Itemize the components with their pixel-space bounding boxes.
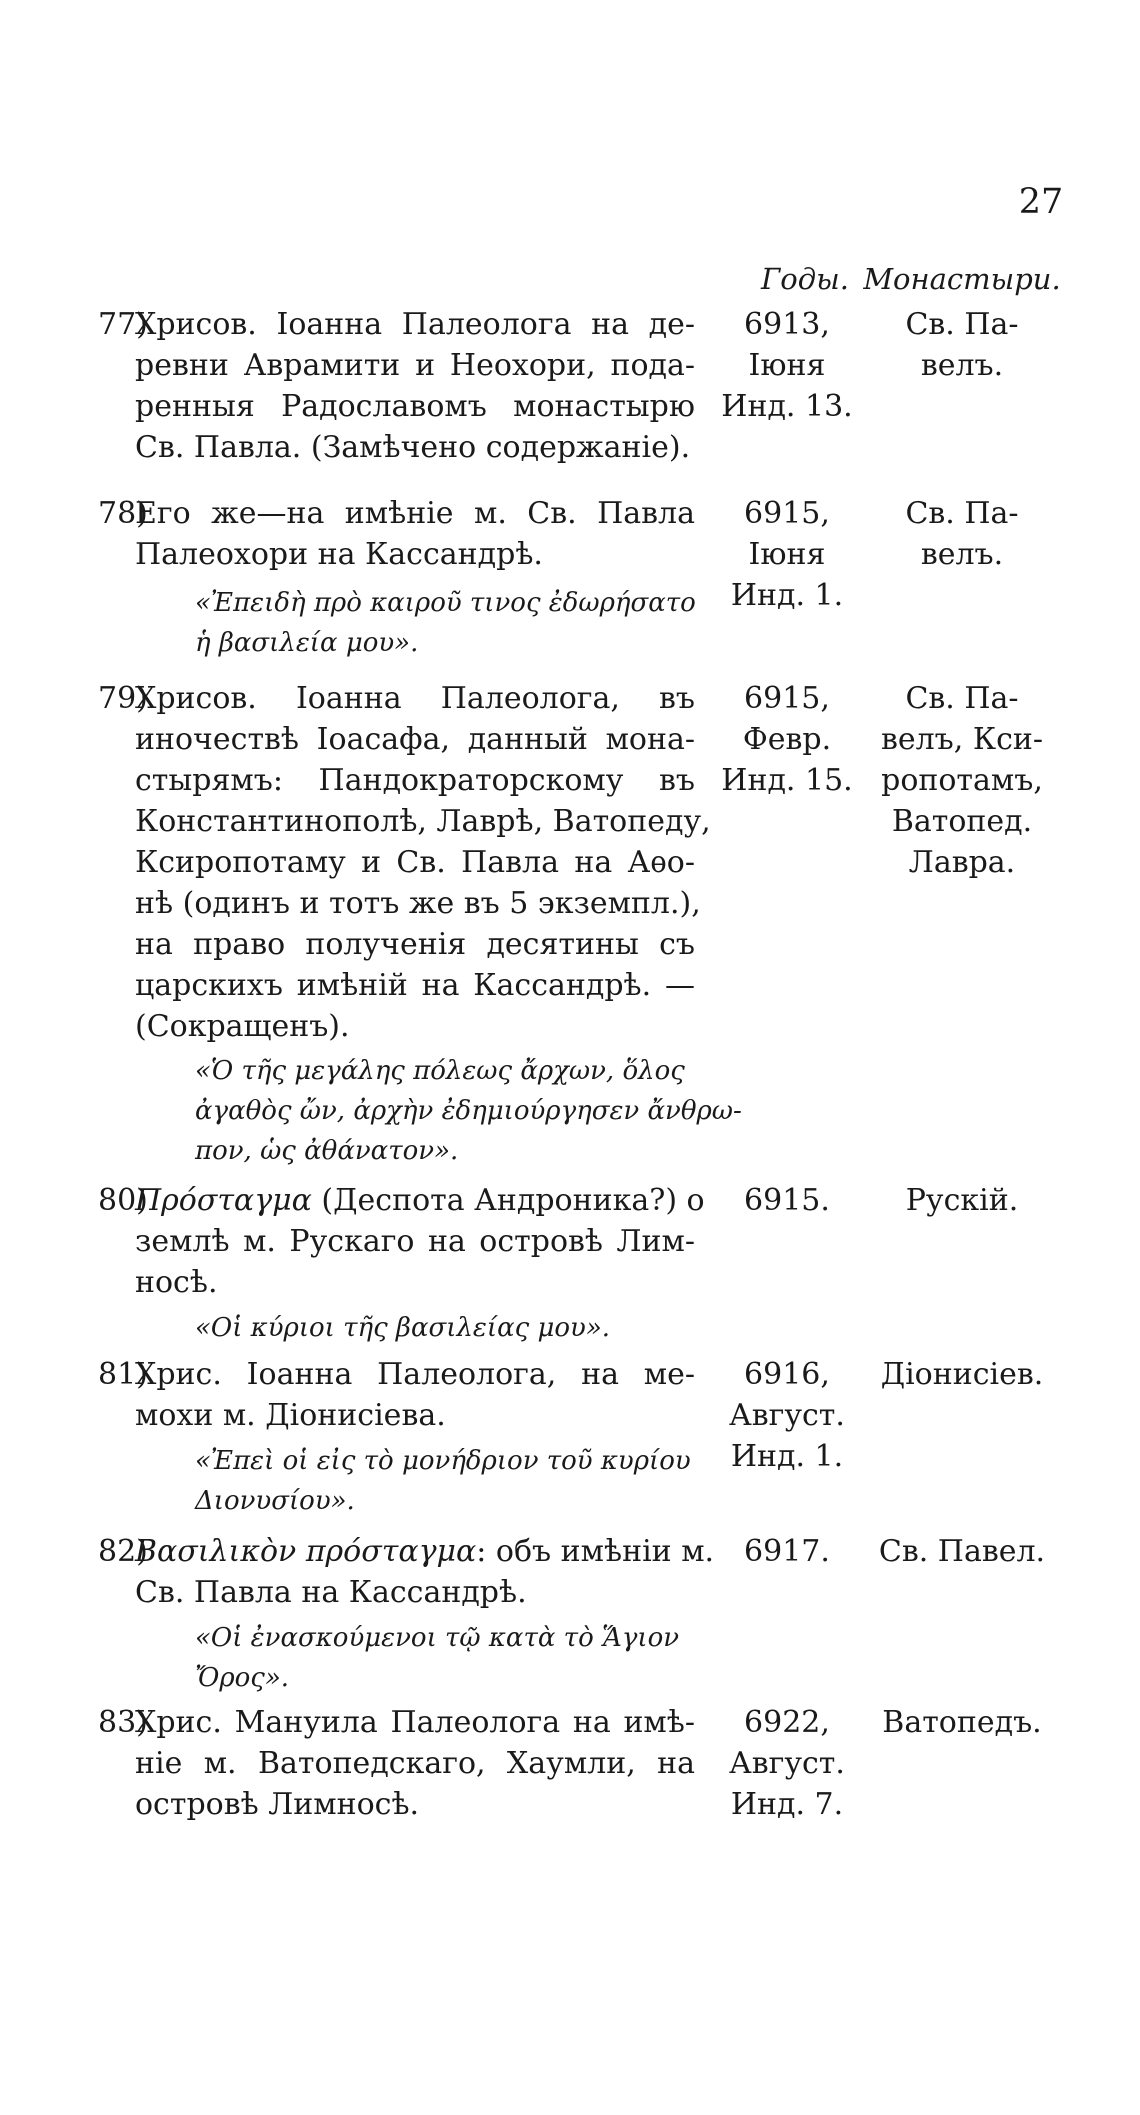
year-line: Инд. 7. — [730, 1787, 844, 1822]
text-line: мохи м. Діонисіева. — [135, 1398, 446, 1433]
text-line: ревни Аврамити и Неохори, пода- — [135, 348, 695, 383]
monastery-line: велъ. — [920, 348, 1004, 383]
monastery-line: Св. Павел. — [878, 1534, 1046, 1569]
text-line: иночествѣ Іоасафа, данный мона- — [135, 722, 695, 757]
entry-years — [712, 1354, 862, 1477]
quote-line: πον, ὡς ἀθάνατον». — [195, 1136, 459, 1166]
monastery-line: Рускій. — [905, 1183, 1019, 1218]
year-line: Инд. 13. — [721, 389, 853, 424]
text-line — [135, 1180, 705, 1221]
greek-quote — [195, 583, 695, 663]
year-line: 6913, — [744, 307, 830, 342]
year-line: Іюня — [748, 537, 826, 572]
entry-text — [135, 493, 695, 575]
text-line: Его же—на имѣніе м. Св. Павла — [135, 496, 695, 531]
monastery-line: Ватопедъ. — [882, 1705, 1042, 1740]
entry-text — [135, 1180, 705, 1303]
greek-quote — [195, 1441, 695, 1521]
year-line: 6915. — [744, 1183, 830, 1218]
entry-number: 82) — [98, 1534, 148, 1569]
entry-monastery — [862, 493, 1062, 575]
year-line: 6922, — [744, 1705, 830, 1740]
greek-document-type: Βασιλικὸν πρόσταγμα — [135, 1534, 477, 1569]
text-line: землѣ м. Рускаго на островѣ Лим- — [135, 1224, 695, 1259]
quote-line: «Οἱ κύριοι τῆς βασιλείας μου». — [195, 1313, 610, 1343]
quote-line: Ὄρος». — [195, 1663, 290, 1693]
monastery-line: велъ, Кси- — [880, 722, 1043, 757]
entry-years — [712, 1531, 862, 1572]
text-line: на право полученія десятины съ — [135, 927, 695, 962]
entry-text — [135, 1531, 715, 1613]
entry-monastery — [862, 678, 1062, 883]
column-headers — [0, 262, 1140, 302]
quote-line: «Ὁ τῆς μεγάλης πόλεως ἄρχων, ὅλος — [195, 1056, 685, 1086]
year-line: Іюня — [748, 348, 826, 383]
text-line — [135, 1531, 715, 1572]
text-line: (Сокращенъ). — [135, 1009, 350, 1044]
year-line: 6917. — [744, 1534, 830, 1569]
entry-number: 83) — [98, 1705, 148, 1740]
entry-monastery — [862, 1354, 1062, 1395]
text-line: Палеохори на Кассандрѣ. — [135, 537, 543, 572]
monastery-line: ропотамъ, — [881, 763, 1043, 798]
text-line: Св. Павла на Кассандрѣ. — [135, 1575, 527, 1610]
greek-quote — [195, 1618, 695, 1698]
greek-document-type: Πρόσταγμα — [135, 1183, 312, 1218]
monastery-line: Діонисіев. — [880, 1357, 1044, 1392]
text-line-rest: : объ имѣніи м. — [476, 1534, 715, 1569]
entry-monastery — [862, 304, 1062, 386]
years-column-header: Годы. — [761, 262, 849, 296]
year-line: 6916, — [744, 1357, 830, 1392]
text-line: Св. Павла. (Замѣчено содержаніе). — [135, 430, 691, 465]
quote-line: ἡ βασιλεία μου». — [195, 628, 419, 658]
text-line: Хрисов. Іоанна Палеолога на де- — [135, 307, 695, 342]
text-line: носѣ. — [135, 1265, 218, 1300]
monastery-line: Св. Па- — [905, 496, 1019, 531]
quote-line: «Οἱ ἐνασκούμενοι τῷ κατὰ τὸ Ἅγιον — [195, 1623, 680, 1653]
entry-years — [712, 1180, 862, 1221]
entry-monastery — [862, 1180, 1062, 1221]
monastery-line: Ватопед. — [891, 804, 1033, 839]
text-line: Хрис. Іоанна Палеолога, на ме- — [135, 1357, 695, 1392]
quote-line: Διονυσίου». — [195, 1486, 355, 1516]
monastery-line: Лавра. — [908, 845, 1016, 880]
entry-text — [135, 1354, 695, 1436]
year-line: Август. — [729, 1746, 845, 1781]
entry-number: 78) — [98, 496, 148, 531]
greek-quote — [195, 1051, 742, 1171]
text-line: ренныя Радославомъ монастырю — [135, 389, 695, 424]
year-line: Август. — [729, 1398, 845, 1433]
text-line: Хрис. Мануила Палеолога на имѣ- — [135, 1705, 695, 1740]
entry-monastery — [862, 1702, 1062, 1743]
entry-years — [712, 304, 862, 427]
entry-years — [712, 678, 862, 801]
greek-quote — [195, 1308, 695, 1348]
year-line: Инд. 15. — [721, 763, 853, 798]
text-line: Ксиропотаму и Св. Павла на Аѳо- — [135, 845, 695, 880]
text-line: островѣ Лимносѣ. — [135, 1787, 420, 1822]
entry-monastery — [862, 1531, 1062, 1572]
entry-text — [135, 304, 695, 468]
text-line-rest: (Деспота Андроника?) о — [311, 1183, 705, 1218]
entry-years — [712, 1702, 862, 1825]
entry-number: 81) — [98, 1357, 148, 1392]
text-line: царскихъ имѣній на Кассандрѣ. — — [135, 968, 695, 1003]
year-line: Инд. 1. — [730, 578, 844, 613]
quote-line: ἀγαθὸς ὤν, ἀρχὴν ἐδημιούργησεν ἄνθρω- — [195, 1096, 742, 1126]
monastery-line: Св. Па- — [905, 681, 1019, 716]
entry-text — [135, 1702, 695, 1825]
quote-line: «Ἐπεὶ οἱ εἰς τὸ μονήδριον τοῦ κυρίου — [195, 1446, 691, 1476]
monastery-line: велъ. — [920, 537, 1004, 572]
quote-line: «Ἐπειδὴ πρὸ καιροῦ τινος ἐδωρήσατο — [195, 588, 696, 618]
entry-number: 79) — [98, 681, 148, 716]
year-line: Февр. — [742, 722, 832, 757]
year-line: 6915, — [744, 681, 830, 716]
page-number: 27 — [1018, 182, 1064, 222]
entry-number: 80) — [98, 1183, 148, 1218]
text-line: ніе м. Ватопедскаго, Хаумли, на — [135, 1746, 695, 1781]
entry-number: 77) — [98, 307, 148, 342]
year-line: Инд. 1. — [730, 1439, 844, 1474]
text-line: Константинополѣ, Лаврѣ, Ватопеду, — [135, 804, 711, 839]
entry-text — [135, 678, 711, 1047]
year-line: 6915, — [744, 496, 830, 531]
text-line: Хрисов. Іоанна Палеолога, въ — [135, 681, 695, 716]
entry-years — [712, 493, 862, 616]
text-line: нѣ (одинъ и тотъ же въ 5 экземпл.), — [135, 886, 701, 921]
monasteries-column-header: Монастыри. — [863, 262, 1061, 296]
monastery-line: Св. Па- — [905, 307, 1019, 342]
text-line: стырямъ: Пандократорскому въ — [135, 763, 695, 798]
